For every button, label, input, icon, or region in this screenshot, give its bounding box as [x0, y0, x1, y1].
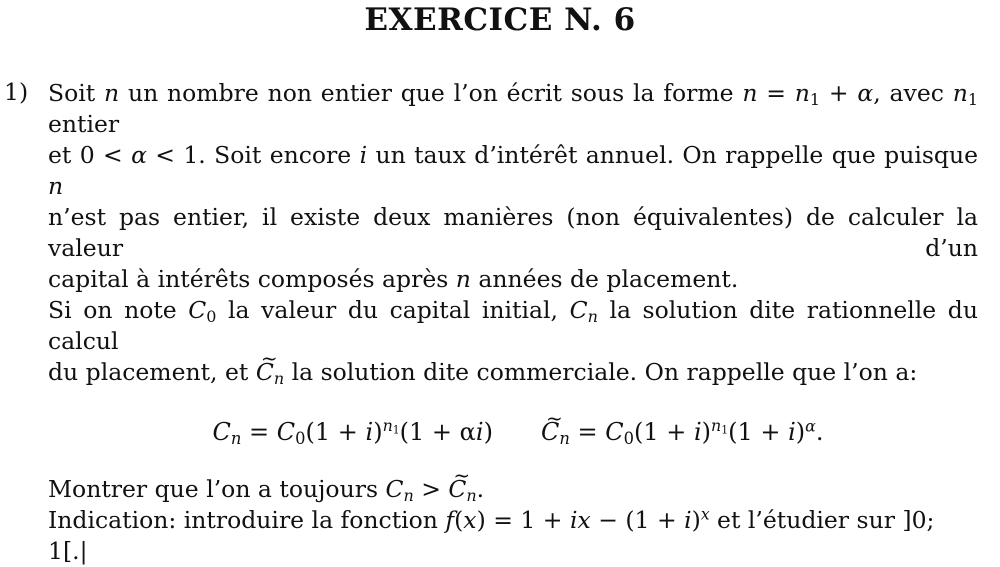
exercise-title: EXERCICE N. 6 — [364, 2, 636, 38]
text-line-1: Soit n un nombre non entier que l’on écrit sous la forme $n = n_1 + \alpha$, avec $n_1$ entier — [48, 79, 979, 138]
hint-line: Indication: introduire la fonction f(x) = 1 + ix − $(1 + i)^x$ et l’étudier sur ]0; 1[.| — [48, 505, 935, 565]
text-line-2: et 0 < α < 1. Soit encore i un taux d’intérêt annuel. On rappelle que puisque n — [48, 141, 978, 200]
text-line-4: capital à intérêts composés après n années de placement. — [48, 265, 739, 293]
exercise-body — [48, 78, 978, 567]
text-line-3: n’est pas entier, il existe deux manières (non équivalentes) de calculer la valeur d’un — [48, 203, 978, 262]
formula-commercial: ~ $C_n = C_0(1 + i)^{n_1}(1 + i)^\alpha$. — [541, 418, 824, 446]
formula-rational: $C_n = C_0(1 + i)^{n_1}(1 + \alpha i)$ — [212, 416, 493, 449]
text-line-6: du placement, et ~ $C_n$ la solution dite commerciale. On rappelle que l’on a: — [48, 357, 978, 388]
item-number: 1) — [4, 78, 29, 106]
display-formula — [48, 417, 978, 448]
show-line: Montrer que l’on a toujours $C_n$ > ~ $C_n$. — [48, 474, 978, 505]
text-line-5: Si on note $C_0$ la valeur du capital initial, $C_n$ la solution dite rationnelle du calcul — [48, 296, 978, 355]
text-cursor[interactable]: | — [79, 537, 88, 565]
